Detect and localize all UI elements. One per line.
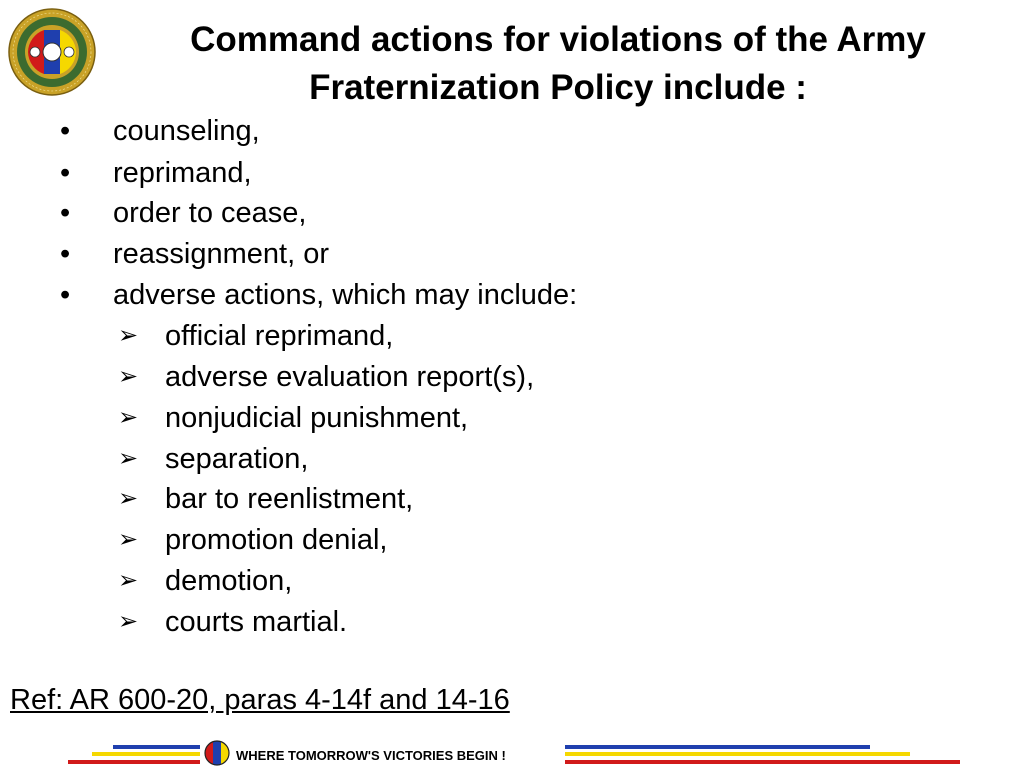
sub-list-item-text: official reprimand, [165, 320, 394, 352]
arrow-bullet-icon: ➢ [118, 445, 139, 472]
footer-stripe-yellow-right [565, 752, 910, 756]
tradoc-seal-logo [8, 8, 96, 96]
footer-stripe-red-right [565, 760, 960, 764]
list-item-text: order to cease, [113, 197, 307, 229]
footer-stripe-blue-left [113, 745, 200, 749]
slide-title-line-2: Fraternization Policy include : [309, 68, 807, 107]
arrow-bullet-icon: ➢ [118, 526, 139, 553]
arrow-bullet-icon: ➢ [118, 608, 139, 635]
sub-list-item-text: courts martial. [165, 606, 348, 638]
sub-list-item-text: demotion, [165, 565, 293, 597]
sub-list-item-text: adverse evaluation report(s), [165, 361, 535, 393]
sub-list-item-text: bar to reenlistment, [165, 483, 414, 515]
footer-stripe-blue-right [565, 745, 870, 749]
list-item-text: counseling, [113, 115, 260, 147]
bullet-marker: • [60, 197, 71, 229]
bullet-marker: • [60, 238, 71, 270]
bullet-marker: • [60, 115, 71, 147]
footer-stripe-yellow-left [92, 752, 200, 756]
tricolor-emblem-icon [204, 740, 230, 766]
arrow-bullet-icon: ➢ [118, 363, 139, 390]
arrow-bullet-icon: ➢ [118, 485, 139, 512]
list-item-text: adverse actions, which may include: [113, 279, 578, 311]
reference-citation: Ref: AR 600-20, paras 4-14f and 14-16 [10, 684, 510, 716]
footer-stripe-red-left [68, 760, 200, 764]
slide-title [100, 16, 1016, 112]
arrow-bullet-icon: ➢ [118, 322, 139, 349]
sub-list-item-text: promotion denial, [165, 524, 388, 556]
footer-banner [0, 735, 1024, 768]
sub-list-item-text: nonjudicial punishment, [165, 402, 469, 434]
list-item-text: reprimand, [113, 157, 252, 189]
footer-slogan: WHERE TOMORROW'S VICTORIES BEGIN ! [236, 748, 506, 763]
slide-title-line-1: Command actions for violations of the Army [190, 20, 926, 59]
list-item-text: reassignment, or [113, 238, 329, 270]
arrow-bullet-icon: ➢ [118, 567, 139, 594]
bullet-marker: • [60, 279, 71, 311]
bullet-marker: • [60, 157, 71, 189]
sub-list-item-text: separation, [165, 443, 309, 475]
arrow-bullet-icon: ➢ [118, 404, 139, 431]
